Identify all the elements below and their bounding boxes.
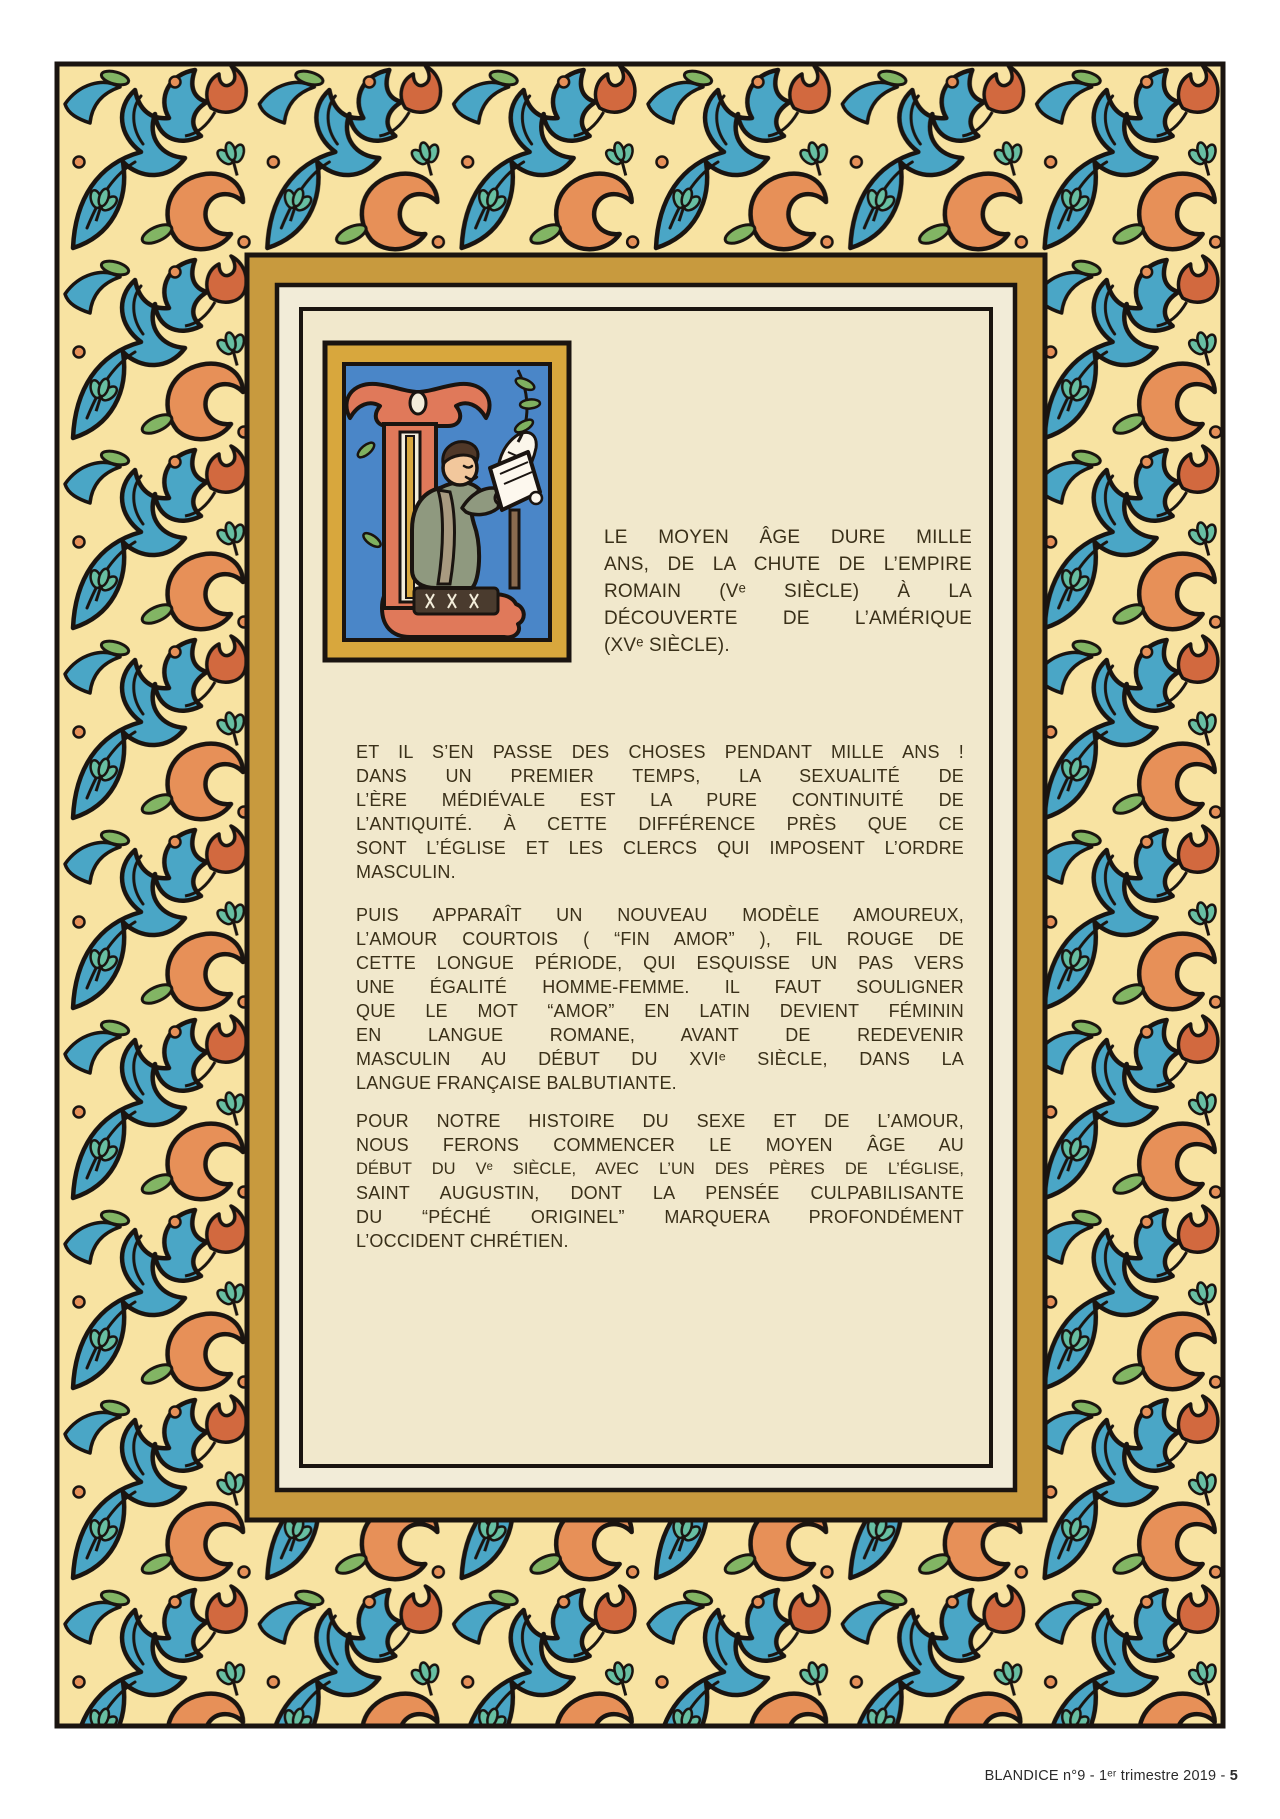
text-line: ET IL S’EN PASSE DES CHOSES PENDANT MILLE ANS ! bbox=[356, 742, 964, 762]
text-line: UNE ÉGALITÉ HOMME-FEMME. IL FAUT SOULIGNER bbox=[356, 977, 964, 997]
paragraph-2 bbox=[356, 740, 964, 884]
text-line: DÉBUT DU Vᵉ SIÈCLE, AVEC L’UN DES PÈRES DE L’ÉGLISE, bbox=[356, 1160, 964, 1178]
text-line: LANGUE FRANÇAISE BALBUTIANTE. bbox=[356, 1073, 677, 1093]
footer-page-number: 5 bbox=[1229, 1768, 1238, 1784]
text-line: QUE LE MOT “AMOR” EN LATIN DEVIENT FÉMININ bbox=[356, 1001, 964, 1021]
text-line: LE MOYEN ÂGE DURE MILLE bbox=[604, 527, 972, 548]
text-line: SONT L’ÉGLISE ET LES CLERCS QUI IMPOSENT L’ORDRE bbox=[356, 838, 964, 858]
paragraph-3 bbox=[356, 903, 964, 1095]
text-line: DANS UN PREMIER TEMPS, LA SEXUALITÉ DE bbox=[356, 766, 964, 786]
text-line: SAINT AUGUSTIN, DONT LA PENSÉE CULPABILISANTE bbox=[356, 1183, 964, 1203]
paragraph-4 bbox=[356, 1109, 964, 1253]
text-line: POUR NOTRE HISTOIRE DU SEXE ET DE L’AMOUR, bbox=[356, 1111, 964, 1131]
text-line: CETTE LONGUE PÉRIODE, QUI ESQUISSE UN PAS VERS bbox=[356, 953, 964, 973]
text-line: L’OCCIDENT CHRÉTIEN. bbox=[356, 1231, 569, 1251]
text-line: L’AMOUR COURTOIS ( “FIN AMOR” ), FIL ROUGE DE bbox=[356, 929, 964, 949]
text-line: PUIS APPARAÎT UN NOUVEAU MODÈLE AMOUREUX, bbox=[356, 905, 964, 925]
text-line: (XVᵉ SIÈCLE). bbox=[604, 635, 730, 656]
text-line: ANS, DE LA CHUTE DE L’EMPIRE bbox=[604, 554, 972, 575]
illuminated-initial bbox=[322, 340, 572, 663]
footer-magazine-text: BLANDICE n°9 - 1ᵉʳ trimestre 2019 - bbox=[984, 1768, 1230, 1784]
text-line: DU “PÉCHÉ ORIGINEL” MARQUERA PROFONDÉMENT bbox=[356, 1207, 964, 1227]
text-line: L’ANTIQUITÉ. À CETTE DIFFÉRENCE PRÈS QUE CE bbox=[356, 814, 964, 834]
text-line: NOUS FERONS COMMENCER LE MOYEN ÂGE AU bbox=[356, 1135, 964, 1155]
text-line: ROMAIN (Vᵉ SIÈCLE) À LA bbox=[604, 581, 972, 602]
text-line: L’ÈRE MÉDIÉVALE EST LA PURE CONTINUITÉ DE bbox=[356, 790, 964, 810]
text-line: DÉCOUVERTE DE L’AMÉRIQUE bbox=[604, 608, 972, 629]
page-footer bbox=[985, 1768, 1238, 1784]
text-line: MASCULIN. bbox=[356, 862, 456, 882]
text-line: EN LANGUE ROMANE, AVANT DE REDEVENIR bbox=[356, 1025, 964, 1045]
text-line: MASCULIN AU DÉBUT DU XVIᵉ SIÈCLE, DANS LA bbox=[356, 1049, 964, 1069]
paragraph-1 bbox=[604, 524, 972, 659]
